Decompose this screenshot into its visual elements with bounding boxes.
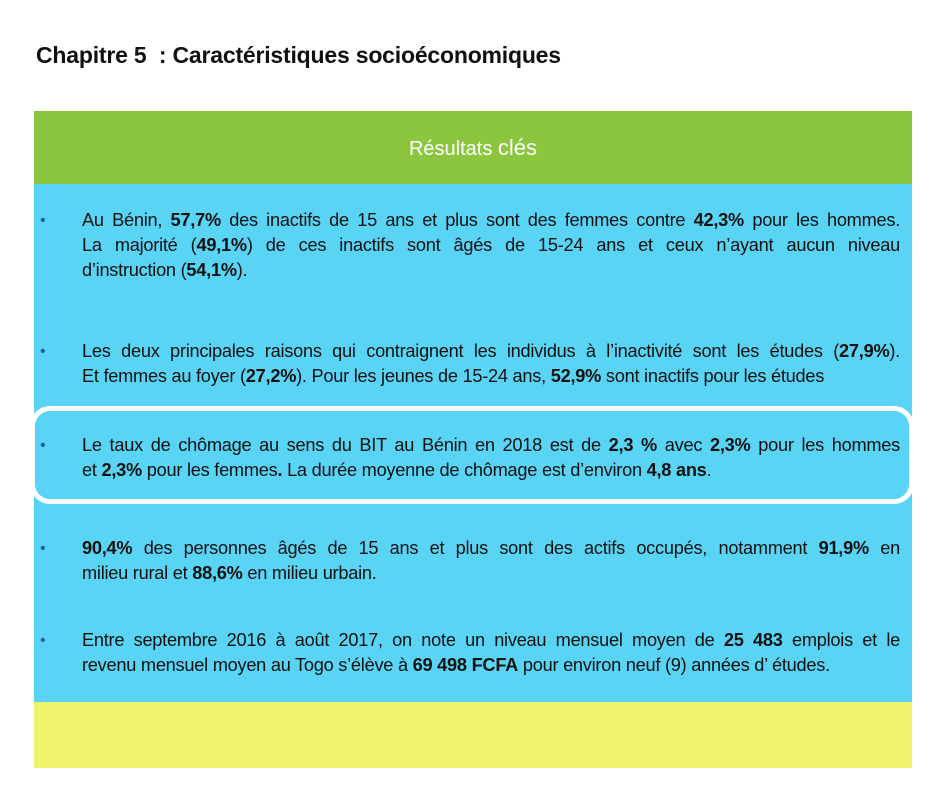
bullet-line [82,653,900,678]
bullet-line [82,258,900,283]
key-results-header [34,111,912,184]
bullet-line [82,561,900,586]
bullet-text [82,339,900,389]
text-run: ). Pour les jeunes de 15-24 ans, [296,366,551,386]
text-run: pour les hommes [750,435,900,455]
bold-figure: 4,8 ans [646,460,707,480]
bold-figure: 42,3% [693,210,744,230]
text-run: ) de ces inactifs sont âgés de 15-24 ans et ceux n’ayant aucun niveau [246,235,900,255]
text-run: Les deux principales raisons qui contraignent les individus à l’inactivité sont les études ( [82,341,840,361]
text-run: en milieu urbain. [242,563,377,583]
text-run: des inactifs de 15 ans et plus sont des femmes contre [220,210,694,230]
text-run: ). [889,341,900,361]
text-run: emplois et le [782,630,901,650]
text-run: ). [236,260,248,280]
bold-figure: 52,9% [550,366,602,386]
bold-figure: 54,1% [186,260,237,280]
text-run: d’instruction ( [82,260,187,280]
text-run: Le taux de chômage au sens du BIT au Bénin en 2018 est de [82,435,609,455]
key-results-title: Résultats clés [408,134,538,160]
text-run: La majorité ( [82,235,197,255]
highlight-frame [30,406,914,504]
bullet-dot-icon: • [40,540,46,557]
bold-figure: 27,2% [245,366,297,386]
text-run: La durée moyenne de chômage est d’environ [282,460,647,480]
bullet-line [82,208,900,233]
bullet-line [82,233,900,258]
bullet-text [82,208,900,283]
text-run: pour les femmes [141,460,278,480]
text-run: pour les hommes. [743,210,900,230]
bullet-dot-icon: • [40,437,46,454]
bold-figure: 90,4% [82,538,133,558]
bold-figure: . [277,460,283,480]
text-run: en [868,538,900,558]
bold-figure: 57,7% [170,210,221,230]
text-run: Entre septembre 2016 à août 2017, on note un niveau mensuel moyen de [82,630,724,650]
bullet-dot-icon: • [40,212,46,229]
bold-figure: 2,3% [101,460,142,480]
bullet-line [82,339,900,364]
bold-figure: 25 483 [723,630,783,650]
text-run: des personnes âgés de 15 ans et plus sont des actifs occupés, notamment [132,538,819,558]
text-run: pour environ neuf (9) années d’ études. [518,655,830,675]
bullet-line [82,628,900,653]
text-run: Au Bénin, [82,210,171,230]
text-run: . [706,460,712,480]
bold-figure: 2,3 % [608,435,657,455]
bullet-line [82,536,900,561]
text-run: et [82,460,102,480]
bold-figure: 69 498 FCFA [412,655,519,675]
bold-figure: 2,3% [709,435,751,455]
bullet-text [82,536,900,586]
bold-figure: 88,6% [192,563,243,583]
text-run: Et femmes au foyer ( [82,366,246,386]
bold-figure: 27,9% [839,341,890,361]
bullet-dot-icon: • [40,632,46,649]
bullet-text [82,628,900,678]
text-run: avec [656,435,710,455]
text-run: sont inactifs pour les études [601,366,825,386]
chapter-title: Chapitre 5 : Caractéristiques socioéconomiques [36,42,561,68]
bold-figure: 91,9% [818,538,869,558]
bullet-line [82,364,900,389]
footer-band [34,702,912,768]
bullet-dot-icon: • [40,343,46,360]
bold-figure: 49,1% [196,235,247,255]
text-run: milieu rural et [82,563,193,583]
text-run: revenu mensuel moyen au Togo s’élève à [82,655,413,675]
